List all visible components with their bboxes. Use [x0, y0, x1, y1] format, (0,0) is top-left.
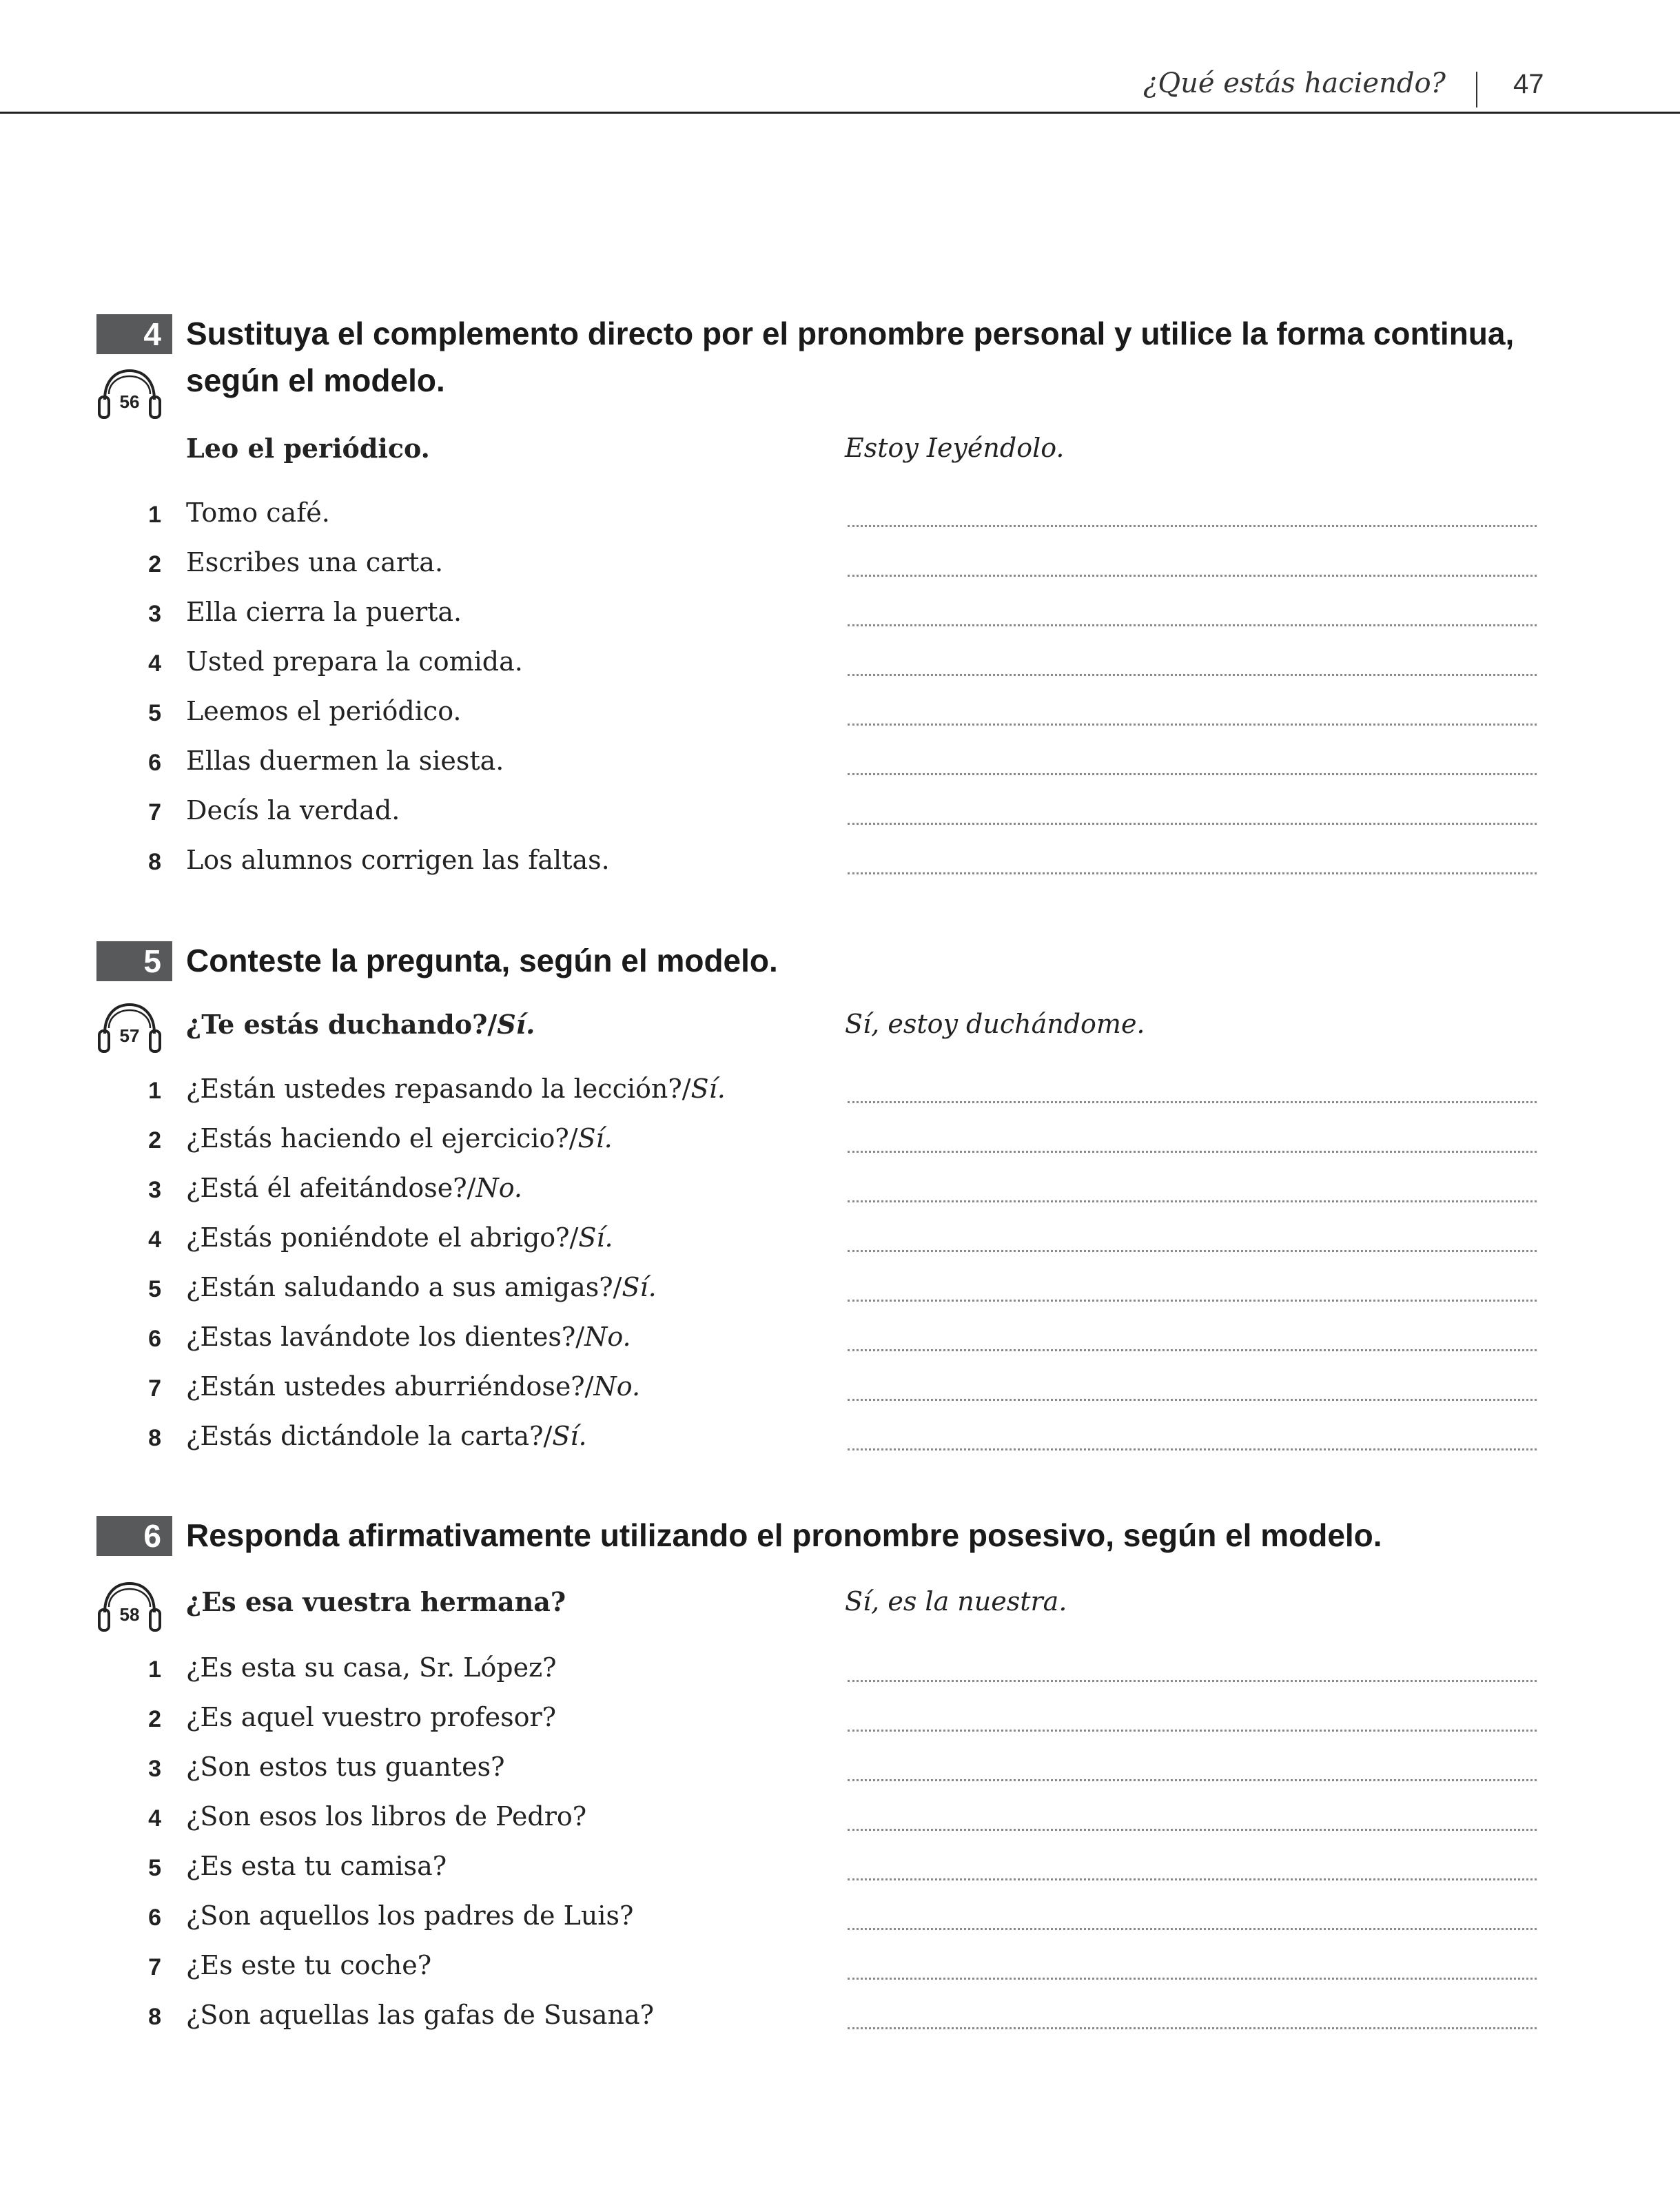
answer-line[interactable]: [848, 674, 1537, 676]
list-item: [0, 845, 1680, 886]
item-prompt: ¿Son aquellos los padres de Luis?: [186, 1900, 634, 1931]
list-item: [0, 1851, 1680, 1892]
answer-line[interactable]: [848, 823, 1537, 825]
item-prompt: ¿Son estos tus guantes?: [186, 1752, 505, 1782]
audio-track-number: 56: [119, 391, 140, 412]
item-prompt: ¿Están saludando a sus amigas?/Sí.: [186, 1272, 657, 1302]
item-prompt: Tomo café.: [186, 498, 330, 528]
item-number: 2: [148, 1706, 161, 1732]
model-question: ¿Es esa vuestra hermana?: [186, 1586, 566, 1617]
audio-track-number: 57: [119, 1025, 140, 1046]
item-prompt: ¿Es este tu coche?: [186, 1950, 432, 1980]
item-prompt: Ellas duermen la siesta.: [186, 746, 504, 776]
answer-line[interactable]: [848, 1829, 1537, 1831]
list-item: [0, 1123, 1680, 1165]
item-number: 5: [148, 1855, 161, 1881]
item-number: 3: [148, 1756, 161, 1782]
item-prompt: Los alumnos corrigen las faltas.: [186, 845, 610, 875]
item-prompt: ¿Estás haciendo el ejercicio?/Sí.: [186, 1123, 613, 1153]
list-item: [0, 2000, 1680, 2041]
exercise-number-badge: 6: [96, 1516, 172, 1556]
item-prompt: ¿Están ustedes repasando la lección?/Sí.: [186, 1074, 726, 1104]
answer-line[interactable]: [848, 1928, 1537, 1930]
model-question: Leo el periódico.: [186, 433, 430, 464]
model-example: [186, 433, 1537, 474]
audio-track-badge[interactable]: [96, 1001, 163, 1054]
item-number: 8: [148, 849, 161, 875]
list-item: [0, 646, 1680, 688]
item-number: 7: [148, 799, 161, 825]
item-number: 6: [148, 1326, 161, 1352]
list-item: [0, 1272, 1680, 1313]
answer-line[interactable]: [848, 1730, 1537, 1732]
answer-line[interactable]: [848, 1151, 1537, 1153]
item-number: 5: [148, 700, 161, 726]
item-number: 2: [148, 1127, 161, 1153]
item-prompt: ¿Son aquellas las gafas de Susana?: [186, 2000, 655, 2030]
answer-line[interactable]: [848, 773, 1537, 775]
header-divider: [1476, 72, 1477, 107]
exercise-number-badge: 5: [96, 941, 172, 981]
item-prompt: Ella cierra la puerta.: [186, 597, 462, 627]
answer-line[interactable]: [848, 724, 1537, 726]
answer-line[interactable]: [848, 1101, 1537, 1103]
page-number: 47: [1513, 69, 1544, 99]
page-header: [0, 0, 1680, 116]
item-prompt: ¿Es esta tu camisa?: [186, 1851, 447, 1881]
item-number: 6: [148, 1905, 161, 1931]
list-item: [0, 746, 1680, 787]
answer-line[interactable]: [848, 525, 1537, 527]
answer-line[interactable]: [848, 1349, 1537, 1351]
answer-line[interactable]: [848, 1779, 1537, 1781]
list-item: [0, 1801, 1680, 1843]
item-number: 7: [148, 1954, 161, 1980]
item-prompt: Escribes una carta.: [186, 547, 444, 577]
item-prompt: ¿Estás dictándole la carta?/Sí.: [186, 1421, 587, 1451]
answer-line[interactable]: [848, 1878, 1537, 1880]
exercise-instruction: Conteste la pregunta, según el modelo.: [186, 943, 778, 978]
item-number: 8: [148, 2004, 161, 2030]
item-number: 1: [148, 502, 161, 528]
model-answer: Estoy Ieyéndolo.: [845, 433, 1065, 463]
answer-line[interactable]: [848, 624, 1537, 626]
answer-line[interactable]: [848, 1300, 1537, 1302]
item-number: 3: [148, 1177, 161, 1203]
item-prompt: ¿Es esta su casa, Sr. López?: [186, 1652, 557, 1683]
item-number: 4: [148, 1227, 161, 1253]
model-answer: Sí, estoy duchándome.: [845, 1009, 1145, 1039]
list-item: [0, 597, 1680, 638]
item-number: 3: [148, 601, 161, 627]
item-prompt: Decís la verdad.: [186, 795, 400, 825]
item-prompt: ¿Es aquel vuestro profesor?: [186, 1702, 557, 1732]
model-example: [186, 1009, 1537, 1050]
list-item: [0, 1702, 1680, 1743]
item-number: 1: [148, 1657, 161, 1683]
item-number: 5: [148, 1276, 161, 1302]
running-title: ¿Qué estás haciendo?: [1143, 68, 1446, 99]
item-number: 2: [148, 551, 161, 577]
item-prompt: ¿Estas lavándote los dientes?/No.: [186, 1322, 631, 1352]
item-number: 4: [148, 650, 161, 677]
answer-line[interactable]: [848, 1978, 1537, 1980]
item-number: 7: [148, 1375, 161, 1402]
answer-line[interactable]: [848, 575, 1537, 577]
list-item: [0, 1900, 1680, 1942]
item-number: 6: [148, 750, 161, 776]
item-prompt: ¿Está él afeitándose?/No.: [186, 1173, 523, 1203]
exercise-number-badge: 4: [96, 314, 172, 354]
list-item: [0, 1752, 1680, 1793]
list-item: [0, 547, 1680, 588]
audio-track-number: 58: [119, 1604, 140, 1625]
header-rule: [0, 112, 1680, 114]
answer-line[interactable]: [848, 2027, 1537, 2029]
audio-track-badge[interactable]: [96, 367, 163, 420]
model-answer: Sí, es la nuestra.: [845, 1586, 1067, 1617]
list-item: [0, 1222, 1680, 1264]
list-item: [0, 795, 1680, 837]
answer-line[interactable]: [848, 1250, 1537, 1252]
audio-track-badge[interactable]: [96, 1579, 163, 1633]
list-item: [0, 1950, 1680, 1991]
item-prompt: ¿Están ustedes aburriéndose?/No.: [186, 1371, 641, 1402]
answer-line[interactable]: [848, 1399, 1537, 1401]
answer-line[interactable]: [848, 1448, 1537, 1450]
model-question: ¿Te estás duchando?/Sí.: [186, 1009, 535, 1040]
exercise-instruction: Responda afirmativamente utilizando el pronombre posesivo, según el modelo.: [186, 1517, 1382, 1553]
item-number: 4: [148, 1805, 161, 1832]
exercise-instruction: Sustituya el complemento directo por el pronombre personal y utilice la forma continua, según el modelo.: [186, 316, 1515, 398]
list-item: [0, 498, 1680, 539]
list-item: [0, 1074, 1680, 1115]
item-prompt: Usted prepara la comida.: [186, 646, 523, 677]
answer-line[interactable]: [848, 1680, 1537, 1682]
item-number: 8: [148, 1425, 161, 1451]
list-item: [0, 696, 1680, 737]
answer-line[interactable]: [848, 1200, 1537, 1202]
item-number: 1: [148, 1078, 161, 1104]
list-item: [0, 1173, 1680, 1214]
item-prompt: ¿Son esos los libros de Pedro?: [186, 1801, 587, 1832]
list-item: [0, 1371, 1680, 1413]
model-example: [186, 1586, 1537, 1628]
item-prompt: ¿Estás poniéndote el abrigo?/Sí.: [186, 1222, 613, 1253]
answer-line[interactable]: [848, 872, 1537, 874]
list-item: [0, 1421, 1680, 1462]
item-prompt: Leemos el periódico.: [186, 696, 462, 726]
list-item: [0, 1322, 1680, 1363]
list-item: [0, 1652, 1680, 1694]
